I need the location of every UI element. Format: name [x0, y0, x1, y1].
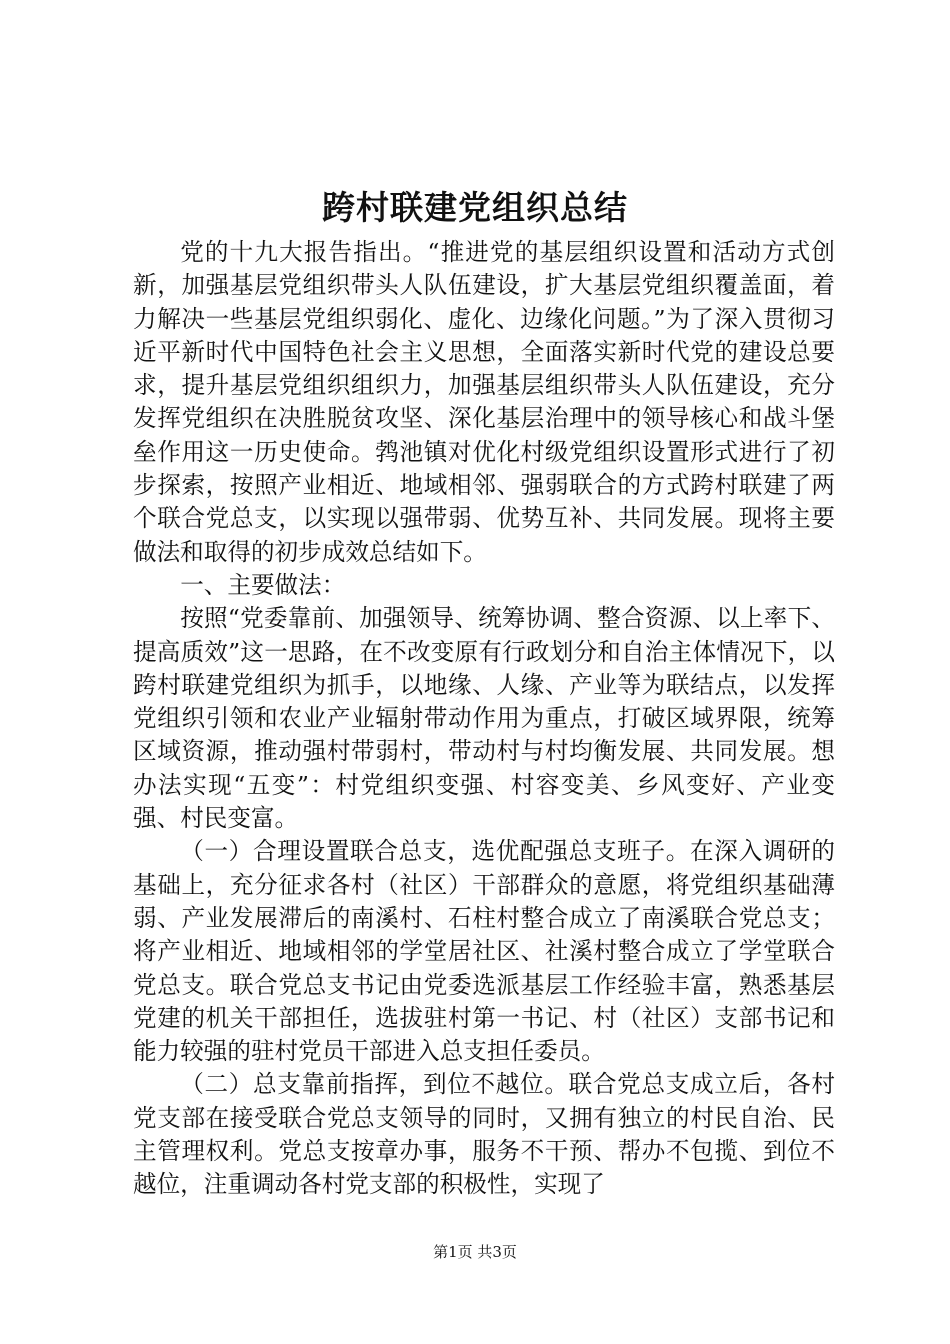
paragraph-item-1: （一）合理设置联合总支，选优配强总支班子。在深入调研的基础上，充分征求各村（社区）干部群众的意愿，将党组织基础薄弱、产业发展滞后的南溪村、石柱村整合成立了南溪联合党总支；将产业相近、地域相邻的学堂居社区、社溪村整合成立了学堂联合党总支。联合党总支书记由党委选派基层工作经验丰富，熟悉基层党建的机关干部担任，选拔驻村第一书记、村（社区）支部书记和能力较强的驻村党员干部进入总支担任委员。: [133, 837, 835, 1066]
document-body: [133, 236, 835, 1202]
document-title: 跨村联建党组织总结: [322, 188, 628, 227]
page-footer: 第1页 共3页: [433, 1243, 517, 1261]
section-heading-main-methods: 一、主要做法：: [180, 570, 346, 599]
paragraph-approach: 按照“党委靠前、加强领导、统筹协调、整合资源、以上率下、提高质效”这一思路，在不改变原有行政划分和自治主体情况下，以跨村联建党组织为抓手，以地缘、人缘、产业等为联结点，以发挥党组织引领和农业产业辐射带动作用为重点，打破区域界限，统筹区域资源，推动强村带弱村，带动村与村均衡发展、共同发展。想办法实现“五变”：村党组织变强、村容变美、乡风变好、产业变强、村民变富。: [133, 604, 835, 833]
paragraph-intro: 党的十九大报告指出。“推进党的基层组织设置和活动方式创新，加强基层党组织带头人队伍建设，扩大基层党组织覆盖面，着力解决一些基层党组织弱化、虚化、边缘化问题。”为了深入贯彻习近平新时代中国特色社会主义思想，全面落实新时代党的建设总要求，提升基层党组织组织力，加强基层组织带头人队伍建设，充分发挥党组织在决胜脱贫攻坚、深化基层治理中的领导核心和战斗堡垒作用这一历史使命。鹁池镇对优化村级党组织设置形式进行了初步探索，按照产业相近、地域相邻、强弱联合的方式跨村联建了两个联合党总支，以实现以强带弱、优势互补、共同发展。现将主要做法和取得的初步成效总结如下。: [133, 238, 835, 566]
paragraph-item-2: （二）总支靠前指挥，到位不越位。联合党总支成立后，各村党支部在接受联合党总支领导的同时，又拥有独立的村民自治、民主管理权利。党总支按章办事，服务不干预、帮办不包揽、到位不越位，注重调动各村党支部的积极性，实现了: [133, 1070, 835, 1199]
